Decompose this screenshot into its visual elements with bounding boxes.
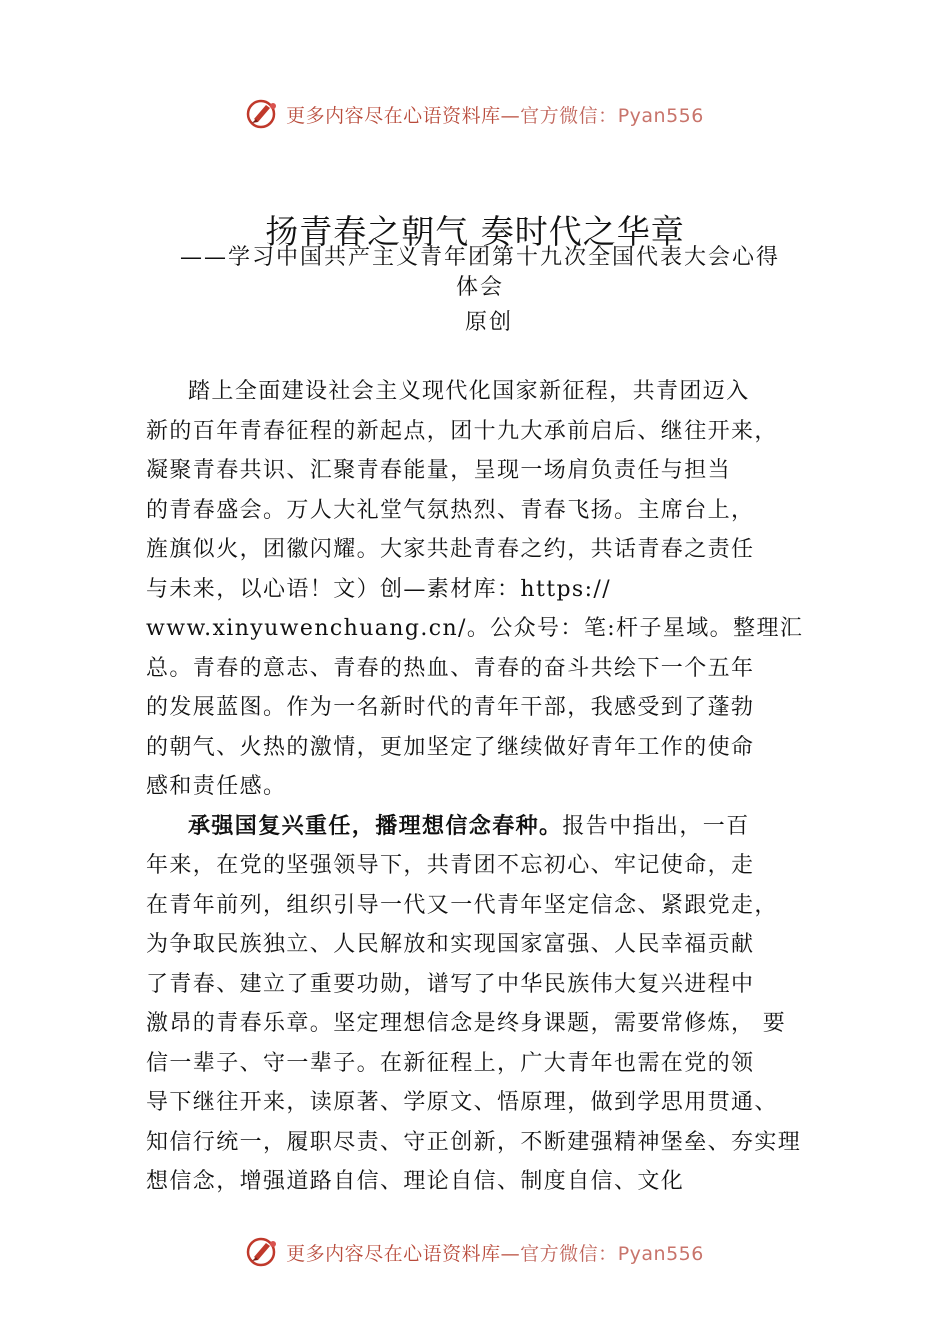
paragraph-lead-heading: 承强国复兴重任，播理想信念春种。 <box>188 812 563 839</box>
text-run: 报告中指出，一百 <box>562 813 750 839</box>
banner-text <box>286 101 704 128</box>
text-line: 的青春盛会。万人大礼堂气氛热烈、青春飞扬。主席台上， <box>146 497 755 523</box>
document-body <box>146 372 814 1202</box>
text-line: 新的百年青春征程的新起点，团十九大承前启后、继往开来， <box>146 418 778 444</box>
text-line: 导下继往开来，读原著、学原文、悟原理，做到学思用贯通、 <box>146 1090 778 1115</box>
text-line: 为争取民族独立、人民解放和实现国家富强、人民幸福贡献 <box>146 932 755 957</box>
text-line: 踏上全面建设社会主义现代化国家新征程，共青团迈入 <box>188 379 750 404</box>
document-title: 扬青春之朝气 奏时代之华章 <box>265 212 685 252</box>
text-line <box>146 807 814 847</box>
text-line: 激昂的青春乐章。坚定理想信念是终身课题，需要常修炼， 要 <box>146 1011 787 1036</box>
text-line: 的发展蓝图。作为一名新时代的青年干部，我感受到了蓬勃 <box>146 695 755 720</box>
banner-text <box>286 1239 704 1266</box>
document-subtitle <box>150 243 810 303</box>
text-line: 总。青春的意志、青春的热血、青春的奋斗共绘下一个五年 <box>146 655 755 681</box>
subtitle-line-2: 体会 <box>455 275 504 300</box>
footer-watermark-banner <box>0 1232 950 1272</box>
text-line: 感和责任感。 <box>146 774 287 799</box>
text-line: 与未来，以心语！文）创—素材库：https:// <box>146 576 612 602</box>
pen-seal-logo-icon <box>246 97 280 131</box>
text-line: 凝聚青春共识、汇聚青春能量，呈现一场肩负责任与担当 <box>146 458 732 483</box>
banner-wechat-label: 官方微信： <box>520 1242 618 1265</box>
banner-wechat-id: Pyan556 <box>617 104 704 127</box>
text-line: 了青春、建立了重要功勋，谱写了中华民族伟大复兴进程中 <box>146 971 755 997</box>
text-line: 信一辈子、守一辈子。在新征程上，广大青年也需在党的领 <box>146 1050 755 1076</box>
subtitle-line-1: ——学习中国共产主义青年团第十九次全国代表大会心得 <box>179 245 780 270</box>
text-line: 年来，在党的坚强领导下，共青团不忘初心、牢记使命，走 <box>146 853 755 878</box>
banner-wechat-label: 官方微信： <box>520 104 618 127</box>
pen-seal-logo-icon <box>246 1235 280 1269</box>
author-label: 原创 <box>464 310 513 335</box>
banner-main-text: 更多内容尽在心语资料库 <box>286 104 501 127</box>
text-line: 知信行统一，履职尽责、守正创新，不断建强精神堡垒、夯实理 <box>146 1129 802 1155</box>
text-line: www.xinyuwenchuang.cn/。公众号：笔:杆子星域。整理汇 <box>146 616 804 641</box>
header-watermark-banner <box>0 94 950 134</box>
paragraph-1 <box>146 372 814 807</box>
text-line: 想信念，增强道路自信、理论自信、制度自信、文化 <box>146 1169 685 1194</box>
banner-separator: — <box>500 1242 521 1265</box>
text-line: 旌旗似火，团徽闪耀。大家共赴青春之约，共话青春之责任 <box>146 537 755 562</box>
paragraph-2 <box>146 807 814 1202</box>
text-line: 在青年前列，组织引导一代又一代青年坚定信念、紧跟党走， <box>146 892 778 918</box>
banner-separator: — <box>500 104 521 127</box>
banner-main-text: 更多内容尽在心语资料库 <box>286 1242 501 1265</box>
text-line: 的朝气、火热的激情，更加坚定了继续做好青年工作的使命 <box>146 734 755 760</box>
banner-wechat-id: Pyan556 <box>617 1242 704 1265</box>
